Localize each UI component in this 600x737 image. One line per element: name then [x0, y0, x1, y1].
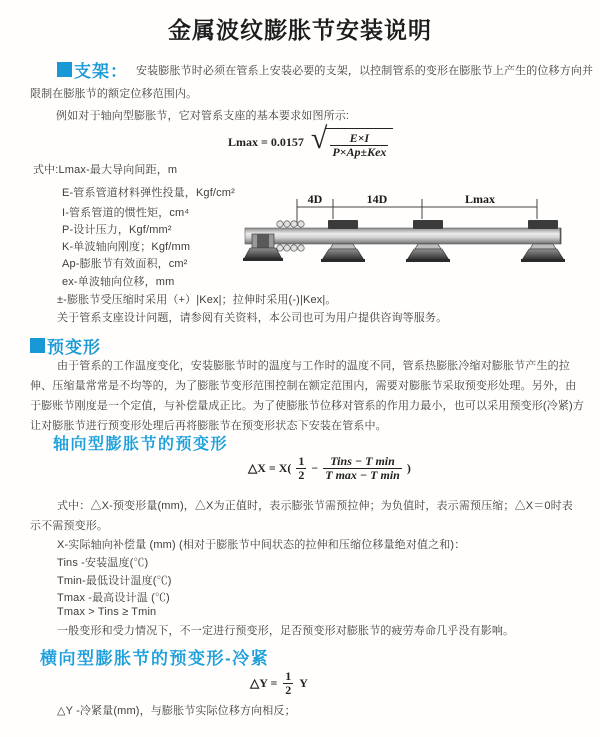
support-intro-line-3: 例如对于轴向型膨胀节，它对管系支座的基本要求如图所示: — [56, 110, 350, 122]
section-support-heading: 支架： — [74, 62, 128, 81]
pipe — [245, 228, 561, 244]
definition-line: 式中:Lmax-最大导向间距，m — [33, 164, 178, 176]
minus-operator: − — [311, 461, 319, 476]
lmax-fraction-numerator: E×I — [330, 132, 388, 146]
section-bullet-icon — [57, 62, 72, 77]
predeform-para-line: 让对膨胀节进行预变形处理后再将膨胀节在预变形状态下安装在管系中。 — [30, 420, 387, 432]
lateral-formula — [250, 670, 308, 697]
predeform-para-line: 于膨账节刚度是一个定值，与补偿量成正比。为了使膨胀节位移对管系的作用力最小，也可以采用预变形(冷紧)方 — [30, 400, 584, 412]
temperature-fraction — [323, 455, 402, 482]
dimension-label-lmax: Lmax — [465, 192, 495, 206]
definition-line: ±-膨胀节受压缩时采用（+）|Kex|；拉伸时采用(-)|Kex|。 — [57, 294, 337, 306]
temperature-denominator: T max − T min — [325, 468, 400, 483]
support-note: 关于管系支座设计问题，请参阅有关资料，本公司也可为用户提供咨询等服务。 — [57, 312, 448, 324]
half-numerator: 1 — [298, 454, 305, 468]
lmax-formula-lhs: Lmax = 0.0157 — [228, 135, 304, 150]
axial-item: Tins -安装温度(℃) — [57, 557, 149, 569]
axial-para-line: 示不需预变形。 — [30, 520, 109, 532]
lateral-formula-lhs: △Y = — [250, 676, 278, 691]
lateral-formula-rhs: Y — [299, 676, 308, 691]
half-numerator: 1 — [285, 669, 292, 683]
definition-line: I-管系管道的惯性矩，cm⁴ — [62, 207, 190, 219]
section-support — [57, 57, 593, 82]
half-fraction — [296, 455, 306, 482]
predeform-para-line: 伸、压缩量常常是不均等的，为了膨胀节变形范围控制在额定范围内，需要对膨胀节采取预变形处理。另外，由 — [30, 380, 577, 392]
page-title: 金属波纹膨胀节安装说明 — [168, 17, 432, 43]
lateral-note: △Y -冷紧量(mm)，与膨胀节实际位移方向相反； — [57, 705, 296, 717]
half-fraction — [283, 670, 293, 697]
support-spacing-diagram — [240, 188, 570, 276]
axial-item: Tmin-最低设计温度(℃) — [57, 575, 172, 587]
definition-line: K-单波轴向刚度；Kgf/mm — [62, 241, 191, 253]
definition-line: Ap-膨胀节有效面积，cm² — [62, 258, 188, 270]
axial-subheading: 轴向型膨胀节的预变形 — [53, 436, 229, 453]
dimension-label-14d: 14D — [366, 192, 388, 206]
axial-item: X-实际轴向补偿量 (mm) (相对于膨胀节中间状态的拉伸和压缩位移量绝对值之和)： — [57, 539, 466, 551]
section-predeform — [30, 333, 101, 358]
predeform-para-line: 由于管系的工作温度变化，安装膨胀节时的温度与工作时的温度不同，管系热膨胀冷缩对膨胀节产生的拉 — [57, 360, 570, 372]
lateral-subheading: 横向型膨胀节的预变形-冷紧 — [40, 649, 270, 668]
lmax-formula — [228, 122, 393, 160]
definition-line: ex-单波轴向位移，mm — [62, 276, 175, 288]
radical-sign-icon: √ — [310, 122, 328, 155]
support-intro-line-1: 安装膨胀节时必须在管系上安装必要的支架，以控制管系的变形在膨胀节上产生的位移方向并 — [136, 64, 594, 77]
axial-formula-lhs: △X = X( — [248, 461, 292, 476]
axial-note: 一般变形和受力情况下，不一定进行预变形，足否预变形对膨胀节的疲劳寿命几乎没有影响。 — [57, 625, 515, 637]
section-bullet-icon — [30, 338, 45, 353]
sqrt-radical — [310, 122, 394, 160]
lmax-fraction-denominator: P×Ap±Kex — [332, 145, 387, 160]
axial-formula — [248, 455, 411, 482]
section-predeform-heading: 预变形 — [47, 338, 101, 357]
support-intro-line-2: 限制在膨胀节的额定位移范围内。 — [30, 88, 198, 100]
close-paren: ) — [406, 461, 411, 476]
axial-para-line: 式中：△X-预变形量(mm)，△X为正值时，表示膨张节需预拉伸；为负值时，表示需预压缩；△X＝0时表 — [57, 500, 573, 512]
temperature-numerator: Tins − T min — [323, 455, 402, 469]
half-denominator: 2 — [285, 683, 292, 698]
definition-line: E-管系管道材料弹性投量，Kgf/cm² — [62, 187, 235, 199]
dimension-label-4d: 4D — [307, 192, 323, 206]
definition-line: P-设计压力，Kgf/mm² — [62, 224, 172, 236]
axial-item: Tmax > Tins ≥ Tmin — [57, 606, 157, 618]
lmax-fraction — [330, 132, 388, 159]
half-denominator: 2 — [298, 468, 305, 483]
axial-item: Tmax -最高设计温 (℃) — [57, 592, 170, 604]
